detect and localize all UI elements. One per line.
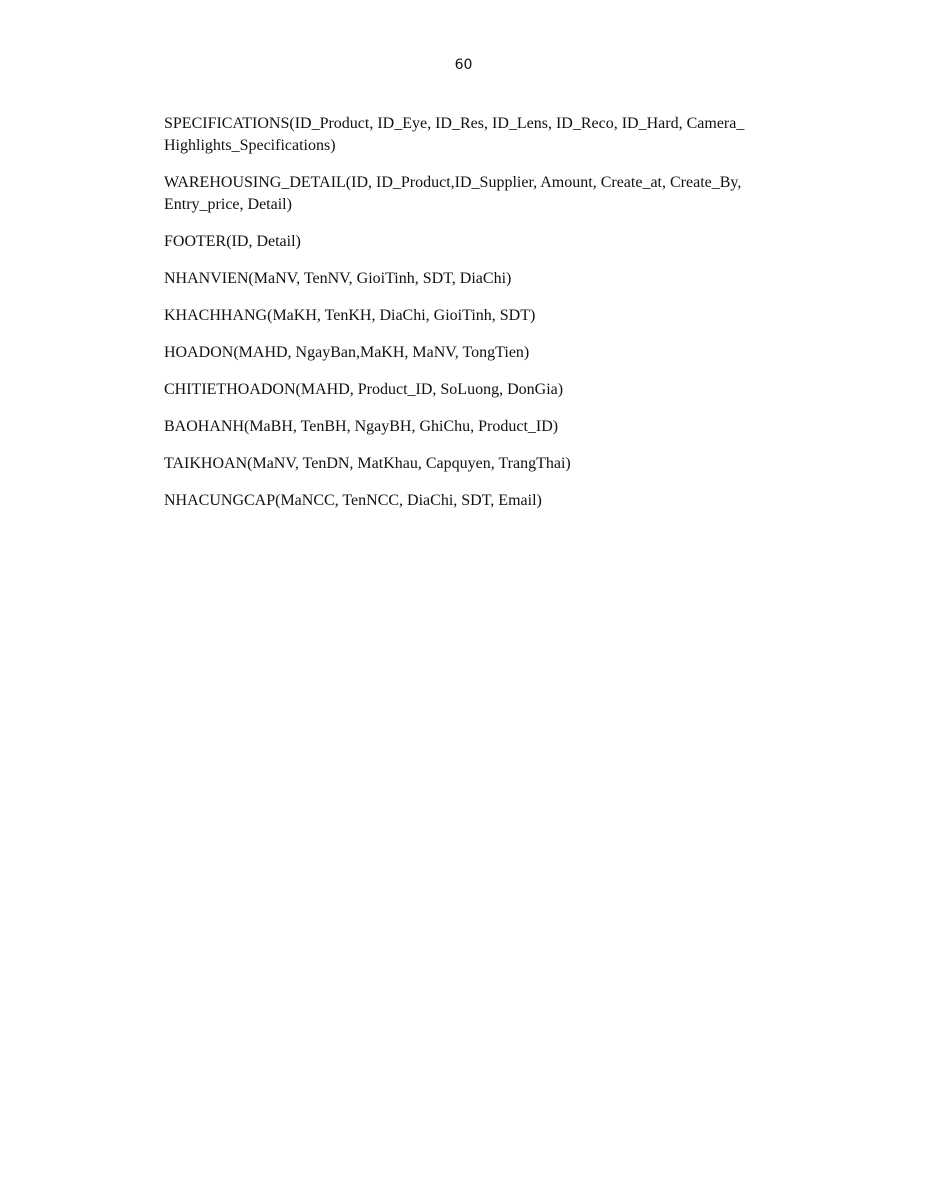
schema-entry-hoadon [164, 342, 784, 364]
schema-list [164, 113, 784, 527]
schema-entry-warehousing-detail [164, 172, 784, 216]
schema-line: CHITIETHOADON(MAHD, Product_ID, SoLuong, DonGia) [164, 381, 564, 398]
schema-line: FOOTER(ID, Detail) [164, 233, 301, 250]
schema-line: KHACHHANG(MaKH, TenKH, DiaChi, GioiTinh, SDT) [164, 307, 536, 324]
schema-entry-baohanh [164, 416, 784, 438]
schema-entry-nhanvien [164, 268, 784, 290]
schema-line: SPECIFICATIONS(ID_Product, ID_Eye, ID_Res, ID_Lens, ID_Reco, ID_Hard, Camera_ [164, 115, 745, 132]
schema-line: Highlights_Specifications) [164, 137, 336, 154]
schema-line: HOADON(MAHD, NgayBan,MaKH, MaNV, TongTien) [164, 344, 530, 361]
schema-line: BAOHANH(MaBH, TenBH, NgayBH, GhiChu, Product_ID) [164, 418, 559, 435]
schema-entry-chitiethoadon [164, 379, 784, 401]
page-number: 60 [454, 57, 473, 73]
schema-entry-footer [164, 231, 784, 253]
schema-line: Entry_price, Detail) [164, 196, 292, 213]
schema-entry-khachhang [164, 305, 784, 327]
schema-entry-nhacungcap [164, 490, 784, 512]
schema-line: NHANVIEN(MaNV, TenNV, GioiTinh, SDT, DiaChi) [164, 270, 512, 287]
schema-line: TAIKHOAN(MaNV, TenDN, MatKhau, Capquyen, TrangThai) [164, 455, 571, 472]
schema-line: WAREHOUSING_DETAIL(ID, ID_Product,ID_Supplier, Amount, Create_at, Create_By, [164, 174, 742, 191]
schema-entry-specifications [164, 113, 784, 157]
schema-entry-taikhoan [164, 453, 784, 475]
schema-line: NHACUNGCAP(MaNCC, TenNCC, DiaChi, SDT, Email) [164, 492, 542, 509]
